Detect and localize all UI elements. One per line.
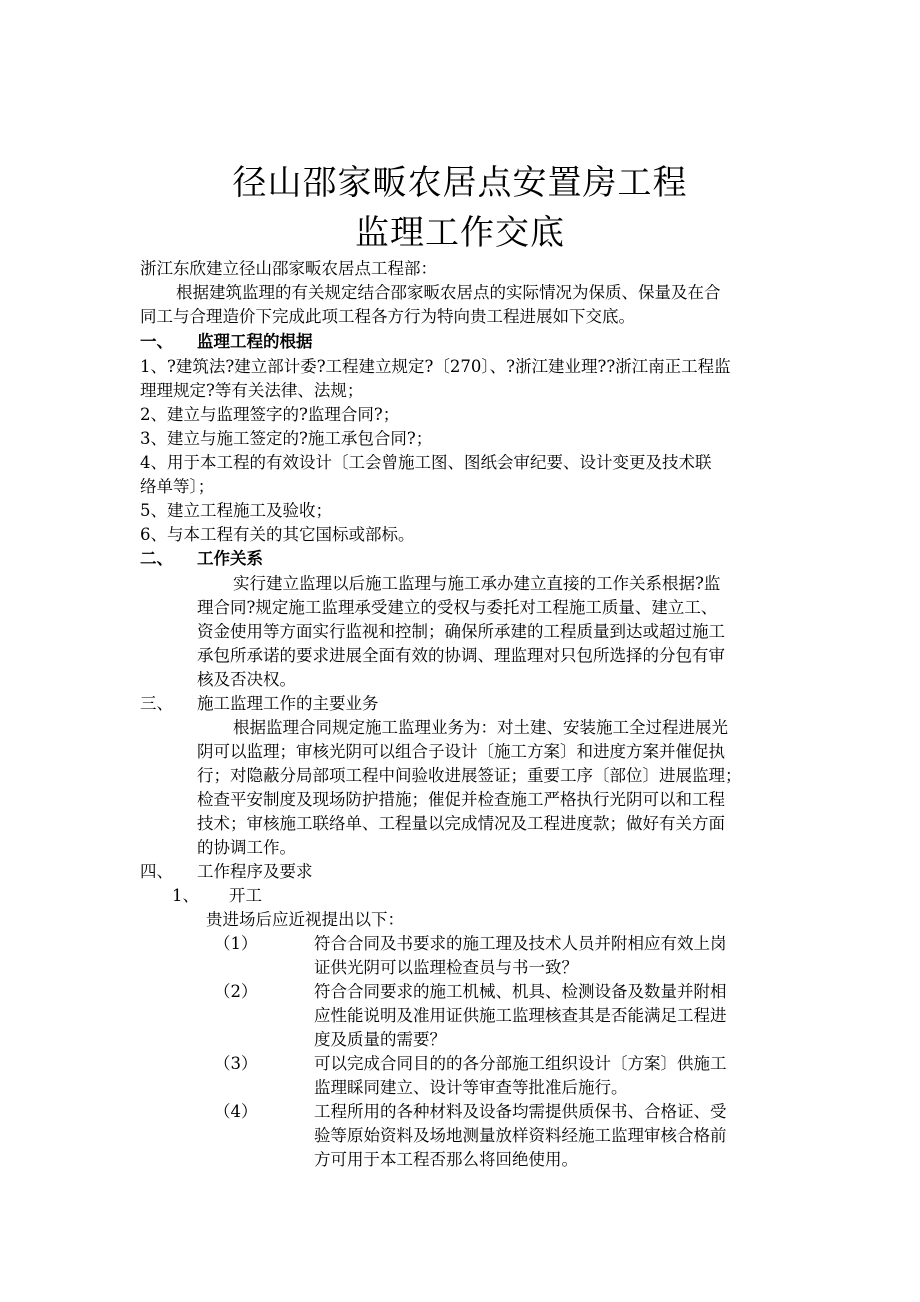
section-number: 四、 bbox=[140, 862, 173, 881]
item-line: 应性能说明及准用证供施工监理核查其是否能满足工程进 bbox=[314, 1006, 727, 1025]
section-title: 工作关系 bbox=[197, 549, 263, 568]
section-line: 阴可以监理；审核光阴可以组合子设计〔施工方案〕和进度方案并催促执 bbox=[197, 742, 725, 761]
item-line: 证供光阴可以监理检查员与书一致？ bbox=[314, 958, 578, 977]
item-line: 方可用于本工程否那么将回绝使用。 bbox=[314, 1150, 578, 1169]
section-line: 络单等〕； bbox=[140, 477, 215, 496]
intro-paragraph-line: 根据建筑监理的有关规定结合邵家畈农居点的实际情况为保质、保量及在合 bbox=[176, 283, 721, 302]
subsection-number: 1、 bbox=[172, 886, 199, 905]
item-number: （3） bbox=[214, 1054, 258, 1073]
section-line: 理理规定?等有关法律、法规； bbox=[140, 381, 364, 400]
subsection-lead: 贵进场后应近视提出以下： bbox=[206, 910, 404, 929]
section-number: 三、 bbox=[140, 694, 173, 713]
item-line: 度及质量的需要？ bbox=[314, 1030, 446, 1049]
document-title-line2: 监理工作交底 bbox=[355, 213, 565, 253]
section-line: 行；对隐蔽分局部项工程中间验收进展签证；重要工序〔部位〕进展监理； bbox=[197, 766, 742, 785]
section-line: 6、与本工程有关的其它国标或部标。 bbox=[140, 525, 415, 544]
section-title: 施工监理工作的主要业务 bbox=[197, 694, 379, 713]
section-line: 的协调工作。 bbox=[197, 838, 296, 857]
item-line: 验等原始资料及场地测量放样资料经施工监理审核合格前 bbox=[314, 1126, 727, 1145]
section-line: 2、建立与监理签字的?监理合同?； bbox=[140, 405, 400, 424]
section-line: 资金使用等方面实行监视和控制；确保所承建的工程质量到达或超过施工 bbox=[197, 622, 725, 641]
item-line: 符合合同及书要求的施工理及技术人员并附相应有效上岗 bbox=[314, 934, 727, 953]
section-title: 监理工程的根据 bbox=[197, 332, 313, 351]
section-line: 3、建立与施工签定的?施工承包合同?； bbox=[140, 429, 433, 448]
subsection-title: 开工 bbox=[229, 886, 262, 905]
item-number: （2） bbox=[214, 982, 258, 1001]
section-line: 4、用于本工程的有效设计〔工会曾施工图、图纸会审纪要、设计变更及技术联 bbox=[140, 453, 712, 472]
item-line: 可以完成合同目的的各分部施工组织设计〔方案〕供施工 bbox=[314, 1054, 727, 1073]
section-title: 工作程序及要求 bbox=[197, 862, 313, 881]
section-number: 一、 bbox=[140, 332, 173, 351]
intro-paragraph-line: 同工与合理造价下完成此项工程各方行为特向贵工程进展如下交底。 bbox=[140, 307, 635, 326]
section-line: 核及否决权。 bbox=[197, 670, 296, 689]
section-line: 5、建立工程施工及验收； bbox=[140, 501, 332, 520]
item-number: （4） bbox=[214, 1102, 258, 1121]
document-title-line1: 径山邵家畈农居点安置房工程 bbox=[232, 163, 688, 203]
item-line: 监理睬同建立、设计等审查等批准后施行。 bbox=[314, 1078, 628, 1097]
section-line: 承包所承诺的要求进展全面有效的协调、理监理对只包所选择的分包有审 bbox=[197, 646, 725, 665]
item-line: 工程所用的各种材料及设备均需提供质保书、合格证、受 bbox=[314, 1102, 727, 1121]
section-line: 理合同?规定施工监理承受建立的受权与委托对工程施工质量、建立工、 bbox=[197, 598, 718, 617]
item-line: 符合合同要求的施工机械、机具、检测设备及数量并附相 bbox=[314, 982, 727, 1001]
section-line: 技术；审核施工联络单、工程量以完成情况及工程进度款；做好有关方面 bbox=[197, 814, 725, 833]
section-line: 检查平安制度及现场防护措施；催促并检查施工严格执行光阴可以和工程 bbox=[197, 790, 725, 809]
section-line: 1、?建筑法?建立部计委?工程建立规定?〔270〕、?浙江建业理??浙江南正工程监 bbox=[140, 357, 731, 376]
section-line: 实行建立监理以后施工监理与施工承办建立直接的工作关系根据?监 bbox=[233, 574, 721, 593]
section-line: 根据监理合同规定施工监理业务为：对土建、安装施工全过程进展光 bbox=[233, 718, 728, 737]
recipient-line: 浙江东欣建立径山邵家畈农居点工程部： bbox=[140, 259, 437, 278]
section-number: 二、 bbox=[140, 549, 173, 568]
item-number: （1） bbox=[214, 934, 258, 953]
